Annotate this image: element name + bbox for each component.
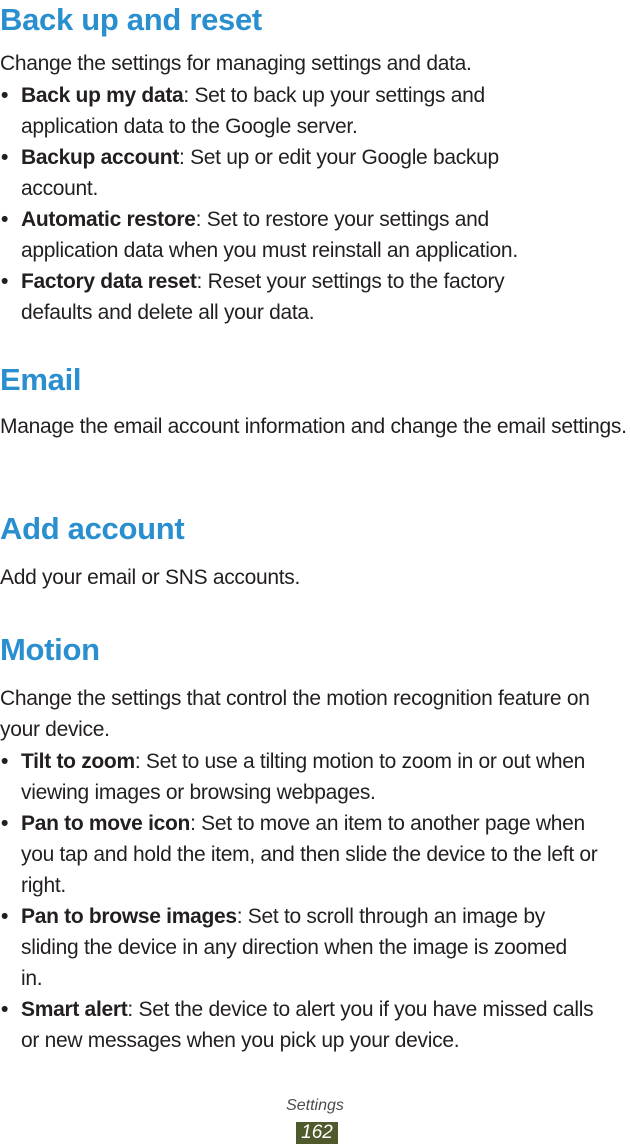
- footer-section-label: Settings: [286, 1097, 344, 1114]
- bullet-list: [0, 746, 615, 1056]
- list-item: [0, 901, 591, 994]
- section-intro: Add your email or SNS accounts.: [0, 566, 301, 589]
- bullet-icon: •: [1, 998, 9, 1021]
- item-term: Tilt to zoom: [21, 750, 135, 773]
- item-term: Backup account: [21, 146, 180, 169]
- item-description: : Set the device to alert you if you have missed calls or new messages when you pick up your device.: [21, 998, 594, 1052]
- section-motion: [0, 630, 630, 1056]
- list-item: [0, 142, 560, 204]
- bullet-icon: •: [1, 905, 9, 928]
- section-add-account: [0, 509, 630, 593]
- item-term: Pan to browse images: [21, 905, 237, 928]
- section-heading: Back up and reset: [0, 2, 262, 37]
- item-term: Pan to move icon: [21, 812, 191, 835]
- item-description: : Set up or edit your Google backup account.: [21, 146, 499, 200]
- section-back-up-and-reset: [0, 0, 630, 328]
- list-item: [0, 746, 615, 808]
- list-item: [0, 808, 615, 901]
- section-heading: Motion: [0, 632, 100, 667]
- list-item: [0, 994, 615, 1056]
- item-term: Factory data reset: [21, 270, 197, 293]
- item-description: : Set to use a tilting motion to zoom in or out when viewing images or browsing webpages.: [21, 750, 585, 804]
- page-number-badge: 162: [296, 1122, 338, 1144]
- section-intro: Change the settings for managing settings and data.: [0, 52, 472, 75]
- section-intro: Manage the email account information and change the email settings.: [0, 415, 627, 438]
- bullet-icon: •: [1, 750, 9, 773]
- item-term: Back up my data: [21, 84, 184, 107]
- bullet-icon: •: [1, 270, 9, 293]
- bullet-icon: •: [1, 812, 9, 835]
- bullet-icon: •: [1, 84, 9, 107]
- item-description: : Reset your settings to the factory defaults and delete all your data.: [21, 270, 505, 324]
- section-email: [0, 360, 630, 442]
- section-intro: Change the settings that control the motion recognition feature on your device.: [0, 687, 590, 741]
- item-description: : Set to move an item to another page when you tap and hold the item, and then slide the device to the left or right.: [21, 812, 598, 897]
- bullet-icon: •: [1, 208, 9, 231]
- list-item: [0, 266, 560, 328]
- section-heading: Add account: [0, 511, 185, 546]
- item-term: Smart alert: [21, 998, 128, 1021]
- list-item: [0, 80, 560, 142]
- bullet-list: [0, 80, 560, 328]
- item-description: : Set to scroll through an image by sliding the device in any direction when the image is zoomed in.: [21, 905, 567, 990]
- section-heading: Email: [0, 362, 82, 397]
- item-description: : Set to back up your settings and application data to the Google server.: [21, 84, 485, 138]
- item-description: : Set to restore your settings and application data when you must reinstall an application.: [21, 208, 518, 262]
- item-term: Automatic restore: [21, 208, 196, 231]
- bullet-icon: •: [1, 146, 9, 169]
- list-item: [0, 204, 560, 266]
